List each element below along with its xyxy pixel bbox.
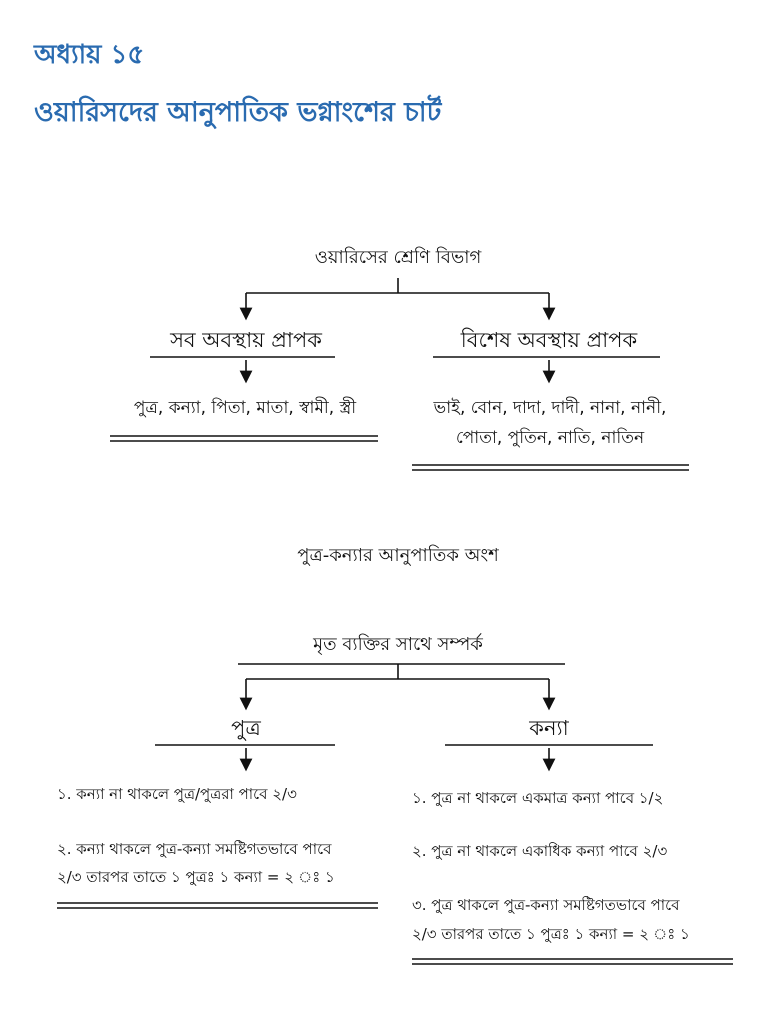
son-rule-1: ১. কন্যা না থাকলে পুত্র/পুত্ররা পাবে ২/৩: [57, 785, 297, 803]
chart1-root: ওয়ারিসের শ্রেণি বিভাগ: [314, 247, 482, 268]
chart1-left-label: সব অবস্থায় প্রাপক: [170, 328, 322, 352]
daughter-rule-2: ২. পুত্র না থাকলে একাধিক কন্যা পাবে ২/৩: [412, 842, 668, 860]
chart1-left-items: পুত্র, কন্যা, পিতা, মাতা, স্বামী, স্ত্রী: [133, 398, 357, 418]
daughter-rule-3-line2: ২/৩ তারপর তাতে ১ পুত্রঃ ১ কন্যা = ২ ঃ ১: [412, 925, 690, 943]
chapter-heading: অধ্যায় ১৫: [34, 40, 145, 70]
chart2-right-label: কন্যা: [529, 716, 569, 740]
chart1-right-items-line2: পোতা, পুতিন, নাতি, নাতিন: [455, 428, 645, 448]
chart2-left-label: পুত্র: [231, 716, 261, 740]
daughter-rule-3-line1: ৩. পুত্র থাকলে পুত্র-কন্যা সমষ্টিগতভাবে পাবে: [412, 896, 680, 914]
chart1-right-label: বিশেষ অবস্থায় প্রাপক: [460, 328, 638, 352]
son-rule-2-line2: ২/৩ তারপর তাতে ১ পুত্রঃ ১ কন্যা = ২ ঃ ১: [57, 868, 335, 886]
chart1-right-items-line1: ভাই, বোন, দাদা, দাদী, নানা, নানী,: [433, 398, 667, 418]
chart2-root: মৃত ব্যক্তির সাথে সম্পর্ক: [313, 634, 483, 655]
page-title: ওয়ারিসদের আনুপাতিক ভগ্নাংশের চার্ট: [34, 97, 442, 128]
chart2-title: পুত্র-কন্যার আনুপাতিক অংশ: [297, 545, 499, 566]
daughter-rule-1: ১. পুত্র না থাকলে একমাত্র কন্যা পাবে ১/২: [412, 789, 664, 807]
son-rule-2-line1: ২. কন্যা থাকলে পুত্র-কন্যা সমষ্টিগতভাবে পাবে: [57, 840, 332, 858]
